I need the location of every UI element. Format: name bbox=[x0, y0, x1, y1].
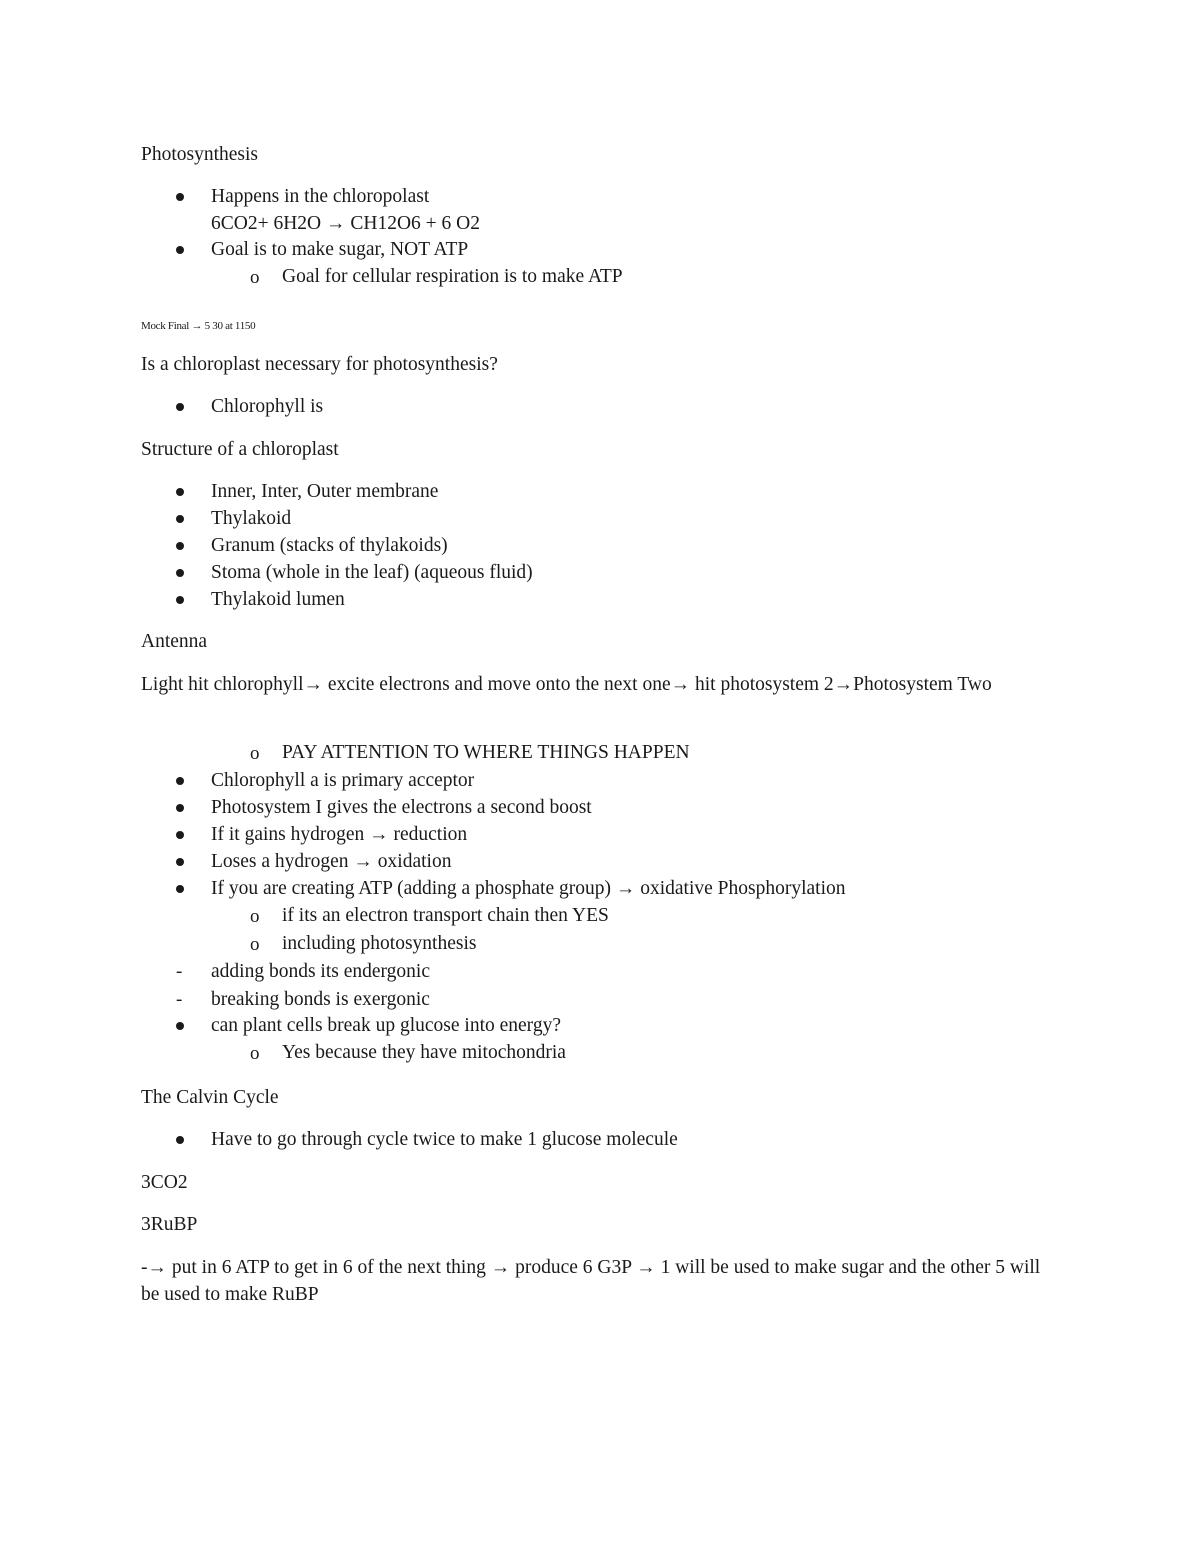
bullet-icon bbox=[176, 515, 184, 523]
heading-antenna: Antenna bbox=[141, 631, 208, 652]
list-item: Loses a hydrogen → oxidation bbox=[211, 851, 452, 872]
bullet-icon bbox=[176, 596, 184, 604]
list-item: Have to go through cycle twice to make 1 glucose molecule bbox=[211, 1129, 678, 1150]
bullet-icon bbox=[176, 858, 184, 866]
heading-photosynthesis: Photosynthesis bbox=[141, 144, 259, 165]
question-text: Is a chloroplast necessary for photosynthesis? bbox=[141, 354, 498, 375]
list-item: Inner, Inter, Outer membrane bbox=[211, 481, 439, 502]
mock-final-note: Mock Final → 5 30 at 1150 bbox=[141, 320, 256, 332]
bullet-icon bbox=[176, 777, 184, 785]
list-item: Happens in the chloropolast bbox=[211, 186, 430, 207]
list-item: If it gains hydrogen → reduction bbox=[211, 824, 468, 845]
co2-text: 3CO2 bbox=[141, 1172, 188, 1193]
final-paragraph: -→ put in 6 ATP to get in 6 of the next thing → produce 6 G3P → 1 will be used to make sugar and the other 5 will be used to make RuBP bbox=[141, 1257, 1041, 1305]
list-item: Photosystem I gives the electrons a second boost bbox=[211, 797, 592, 818]
equation-text: 6CO2+ 6H2O → CH12O6 + 6 O2 bbox=[211, 213, 481, 234]
bullet-icon bbox=[176, 1022, 184, 1030]
heading-structure: Structure of a chloroplast bbox=[141, 439, 339, 460]
dash-list-item: adding bonds its endergonic bbox=[211, 961, 430, 982]
sub-bullet-icon: o bbox=[250, 934, 260, 955]
bullet-icon bbox=[176, 569, 184, 577]
list-item: Granum (stacks of thylakoids) bbox=[211, 535, 448, 556]
bullet-icon bbox=[176, 246, 184, 254]
bullet-icon bbox=[176, 885, 184, 893]
sub-list-item: if its an electron transport chain then YES bbox=[282, 905, 609, 926]
dash-list-item: breaking bonds is exergonic bbox=[211, 989, 430, 1010]
sub-bullet-icon: o bbox=[250, 906, 260, 927]
sub-bullet-icon: o bbox=[250, 1043, 260, 1064]
sub-list-item: PAY ATTENTION TO WHERE THINGS HAPPEN bbox=[282, 742, 690, 763]
heading-calvin: The Calvin Cycle bbox=[141, 1087, 279, 1108]
sub-list-item: Goal for cellular respiration is to make ATP bbox=[282, 266, 623, 287]
list-item: Chlorophyll a is primary acceptor bbox=[211, 770, 475, 791]
rubp-text: 3RuBP bbox=[141, 1214, 198, 1235]
list-item: Stoma (whole in the leaf) (aqueous fluid) bbox=[211, 562, 533, 583]
bullet-icon bbox=[176, 804, 184, 812]
dash-icon: - bbox=[176, 989, 183, 1010]
sub-bullet-icon: o bbox=[250, 267, 260, 288]
bullet-icon bbox=[176, 542, 184, 550]
list-item: If you are creating ATP (adding a phosphate group) → oxidative Phosphorylation bbox=[211, 878, 846, 899]
list-item: Goal is to make sugar, NOT ATP bbox=[211, 239, 469, 260]
bullet-icon bbox=[176, 1136, 184, 1144]
dash-icon: - bbox=[176, 961, 183, 982]
list-item: Thylakoid lumen bbox=[211, 589, 345, 610]
list-item: Chlorophyll is bbox=[211, 396, 324, 417]
bullet-icon bbox=[176, 403, 184, 411]
light-paragraph: Light hit chlorophyll→ excite electrons and move onto the next one→ hit photosystem 2→Photosystem Two bbox=[141, 674, 992, 695]
sub-list-item: Yes because they have mitochondria bbox=[282, 1042, 566, 1063]
bullet-icon bbox=[176, 831, 184, 839]
bullet-icon bbox=[176, 193, 184, 201]
bullet-icon bbox=[176, 488, 184, 496]
list-item: Thylakoid bbox=[211, 508, 292, 529]
list-item: can plant cells break up glucose into energy? bbox=[211, 1015, 561, 1036]
sub-list-item: including photosynthesis bbox=[282, 933, 477, 954]
sub-bullet-icon: o bbox=[250, 743, 260, 764]
